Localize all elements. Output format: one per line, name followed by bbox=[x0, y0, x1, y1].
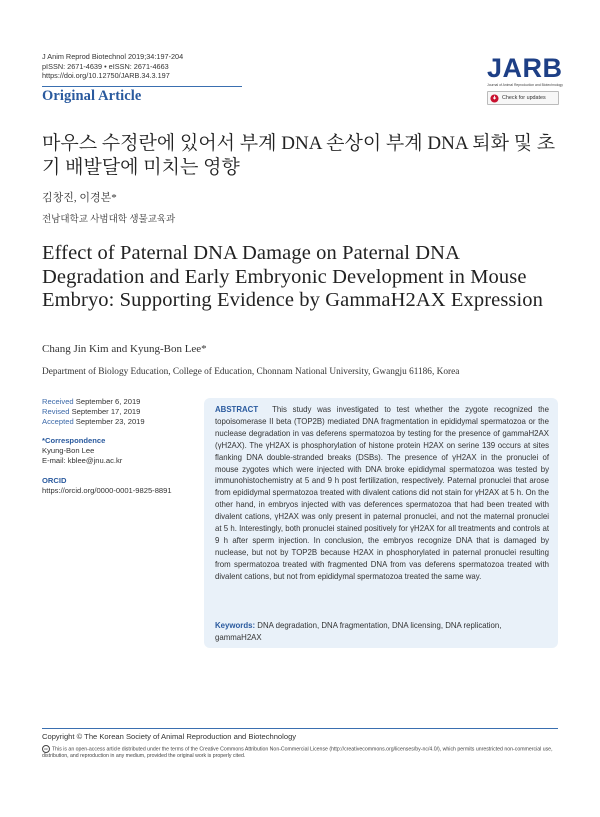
keywords-text: DNA degradation, DNA fragmentation, DNA licensing, DNA replication, gammaH2AX bbox=[215, 621, 502, 642]
korean-affiliation: 전남대학교 사범대학 생물교육과 bbox=[42, 215, 176, 225]
orcid-heading: ORCID bbox=[42, 476, 67, 485]
article-dates bbox=[42, 397, 145, 428]
journal-logo bbox=[487, 53, 563, 105]
english-authors: Chang Jin Kim and Kyung-Bon Lee* bbox=[42, 343, 207, 355]
orcid-link[interactable]: https://orcid.org/0000-0001-9825-8891 bbox=[42, 486, 172, 496]
logo-text: JARB bbox=[487, 53, 563, 83]
korean-authors: 김창진, 이경본* bbox=[42, 192, 117, 204]
creative-commons-icon: cc bbox=[42, 745, 50, 753]
accepted-label: Accepted bbox=[42, 417, 74, 427]
abstract-box bbox=[204, 398, 558, 648]
revised-date bbox=[42, 407, 145, 417]
revised-value: September 17, 2019 bbox=[71, 407, 141, 417]
received-label: Received bbox=[42, 397, 74, 406]
abstract-text: This study was investigated to test whether the zygote recognized the topoisomerase II beta (TOP2B) mediated DNA fragmentation in epididymal spermatozoa or the nuclease degradation in vas deferens spermatozoa by testing for the presence of gammaH2AX (γH2AX). The γH2AX is phosphorylation of histone protein H2AX on serine 139 occurs at sites flanking DNA double-stranded breaks (DSBs). The presence of γH2AX in the pronuclei of mouse zygotes which were injected with DNA broke epididymal spermatozoa was tested by immunohistochemistry at 5 and 9 h post fertilization, respectively. Paternal pronuclei that arose from epididymal spermatozoa treated with divalent cations did not stain for γH2AX at 5 h. On the other hand, in embryos injected with vas deferences spermatozoa that had been treated with divalent cations, γH2AX was only present in paternal pronuclei, and not the maternal pronuclei at 5 h. Interestingly, both pronuclei stained positively for γH2AX for all treatments and controls at 9 h after sperm injection. In conclusion, the embryos recognize DNA that is damaged by nuclease, but not by TOP2B because H2AX in phosphorylated in paternal pronuclei resulting from spermatozoa treated with fragmented DNA from vas deferens spermatozoa treated with divalent cations, but not from epididymal spermatozoa treated the same way. bbox=[215, 405, 549, 581]
article-type: Original Article bbox=[42, 88, 142, 104]
abstract bbox=[215, 404, 549, 583]
correspondence bbox=[42, 436, 122, 467]
check-for-updates-button[interactable] bbox=[487, 91, 559, 105]
english-title: Effect of Paternal DNA Damage on Paternal DNA Degradation and Early Embryonic Development in Mouse Embryo: Supporting Evidence by GammaH2AX Expression bbox=[42, 242, 544, 312]
keywords bbox=[215, 620, 549, 644]
footer-divider bbox=[42, 728, 558, 729]
accepted-date bbox=[42, 417, 145, 427]
journal-citation: J Anim Reprod Biotechnol 2019;34:197-204 bbox=[42, 52, 184, 61]
accepted-value: September 23, 2019 bbox=[75, 417, 145, 427]
korean-title: 마우스 수정란에 있어서 부계 DNA 손상이 부계 DNA 퇴화 및 초기 배발달에 미치는 영향 bbox=[42, 133, 556, 178]
license-text bbox=[42, 745, 562, 760]
received-value: September 6, 2019 bbox=[75, 397, 141, 406]
journal-issn: pISSN: 2671-4639 • eISSN: 2671-4663 bbox=[42, 61, 169, 71]
license-body: This is an open-access article distributed under the terms of the Creative Commons Attribution Non-Commercial License (http://creativecommons.org/licenses/by-nc/4.0/), which permits unrestricted non-commercial use, distribution, and reproduction in any medium, provided the original work is properly cited. bbox=[42, 746, 553, 760]
doi-link[interactable]: https://doi.org/10.12750/JARB.34.3.197 bbox=[42, 71, 170, 81]
english-affiliation: Department of Biology Education, College of Education, Chonnam National University, Gwangju 61186, Korea bbox=[42, 367, 460, 377]
correspondence-heading: *Correspondence bbox=[42, 436, 106, 445]
revised-label: Revised bbox=[42, 407, 70, 417]
correspondence-email[interactable]: E-mail: kblee@jnu.ac.kr bbox=[42, 456, 123, 466]
received-date bbox=[42, 397, 145, 407]
orcid bbox=[42, 476, 172, 496]
check-updates-icon bbox=[490, 94, 499, 103]
logo-subtitle: Journal of Animal Reproduction and Biotechnology bbox=[487, 83, 563, 87]
header-divider bbox=[42, 86, 242, 87]
check-updates-label: Check for updates bbox=[502, 95, 546, 101]
keywords-label: Keywords: bbox=[215, 621, 256, 630]
journal-info bbox=[42, 52, 183, 81]
correspondence-name: Kyung-Bon Lee bbox=[42, 446, 95, 456]
copyright: Copyright © The Korean Society of Animal Reproduction and Biotechnology bbox=[42, 732, 297, 741]
abstract-label: ABSTRACT bbox=[215, 405, 259, 414]
